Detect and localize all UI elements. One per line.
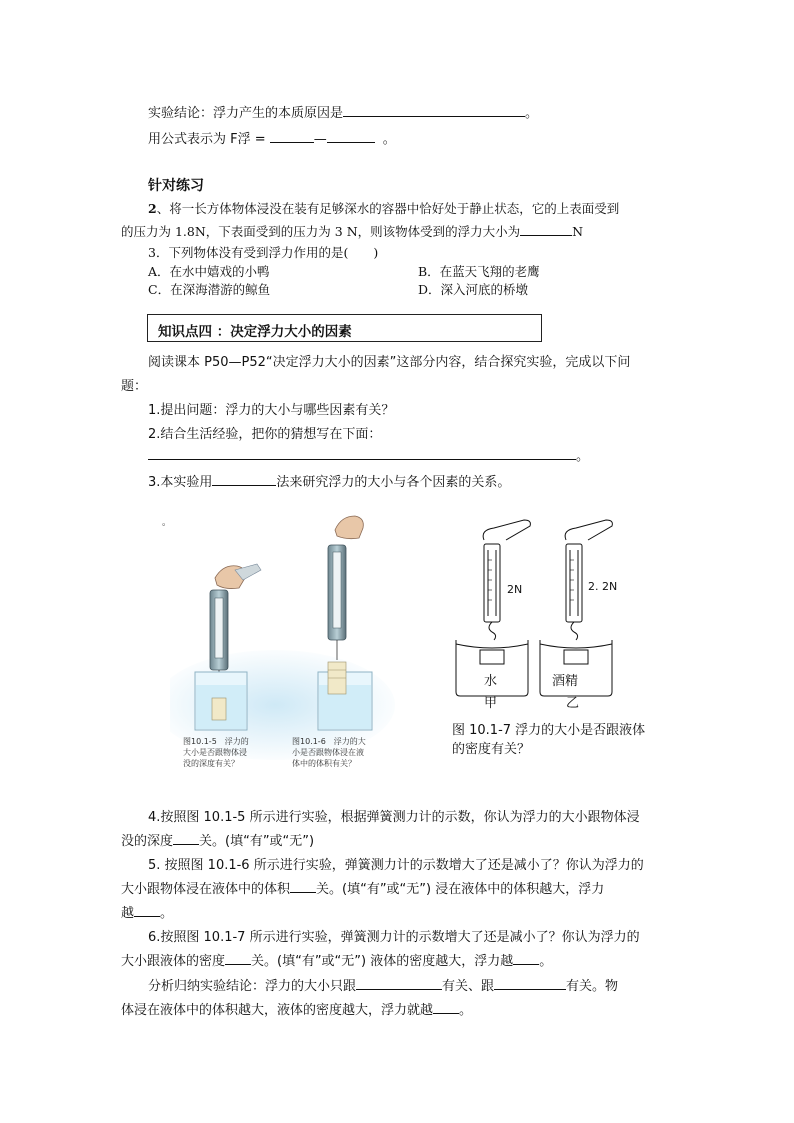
item2-blank[interactable]: [148, 446, 576, 460]
knowledge4-title-box: [147, 314, 542, 342]
q6-line1: 6.按照图 10.1-7 所示进行实验，弹簧测力计的示数增大了还是减小了？你认为浮力的: [148, 930, 640, 945]
label-b: 乙: [566, 696, 580, 711]
fig7-caption-1: 图 10.1-7 浮力的大小是否跟液体: [452, 723, 646, 738]
option-b[interactable]: B．在蓝天飞翔的老鹰: [418, 264, 540, 279]
intro-line2: 题：: [121, 379, 148, 394]
formula-text: 用公式表示为 F浮 =: [148, 132, 270, 147]
knowledge4-title: 知识点四 ：决定浮力大小的因素: [158, 324, 352, 340]
weight-block: [480, 650, 504, 664]
summary-line1: 分析归纳实验结论：浮力的大小只跟 有关、跟 有关。物: [148, 975, 618, 994]
summary-blank-2[interactable]: [494, 976, 566, 990]
hand-icon: [215, 564, 261, 589]
formula-line: 用公式表示为 F浮 = — 。: [148, 128, 396, 147]
label-a: 甲: [484, 696, 498, 711]
q5-blank-1[interactable]: [290, 879, 316, 893]
hand-icon: [565, 520, 612, 540]
hand-icon: [335, 516, 363, 539]
conclusion-text: 实验结论：浮力产生的本质原因是: [148, 106, 344, 121]
q6-blank-2[interactable]: [513, 951, 539, 965]
q2-line1: 2、将一长方体物体浸没在装有足够深水的容器中恰好处于静止状态，它的上表面受到: [148, 201, 620, 216]
hand-icon: [483, 520, 530, 540]
reading-b: 2. 2N: [588, 580, 618, 593]
q6-line2: 大小跟液体的密度 关。(填“有”或“无”) 液体的密度越大，浮力越 。: [121, 950, 552, 969]
summary-blank-1[interactable]: [356, 976, 442, 990]
formula-blank-2[interactable]: [327, 129, 375, 143]
q5-line3: 越 。: [121, 902, 173, 921]
q4-blank[interactable]: [173, 831, 199, 845]
reading-a: 2N: [507, 583, 523, 596]
q5-blank-2[interactable]: [134, 903, 160, 917]
q5-line2: 大小跟物体浸在液体中的体积 关。(填“有”或“无”) 浸在液体中的体积越大，浮力: [121, 878, 604, 897]
option-c[interactable]: C．在深海潜游的鲸鱼: [148, 282, 271, 297]
liquid-b: 酒精: [552, 674, 579, 689]
summary-blank-3[interactable]: [433, 1000, 459, 1014]
option-a[interactable]: A．在水中嬉戏的小鸭: [148, 264, 270, 279]
liquid-a: 水: [484, 674, 498, 689]
summary-line2: 体浸在液体中的体积越大，液体的密度越大，浮力就越 。: [121, 999, 472, 1018]
figure-10-1-7: [448, 510, 648, 710]
q5-line1: 5. 按照图 10.1-6 所示进行实验，弹簧测力计的示数增大了还是减小了？你认为浮力的: [148, 858, 644, 873]
formula-blank-1[interactable]: [270, 129, 314, 143]
practice-heading: 针对练习: [148, 178, 204, 194]
conclusion-blank[interactable]: [343, 103, 525, 117]
q6-blank-1[interactable]: [225, 951, 251, 965]
q4-line2: 没的深度 关。(填“有”或“无”): [121, 830, 314, 849]
intro-line1: 阅读课本 P50—P52“决定浮力大小的因素”这部分内容，结合探究实验，完成以下问: [148, 355, 631, 370]
q4-line1: 4.按照图 10.1-5 所示进行实验，根据弹簧测力计的示数，你认为浮力的大小跟物体浸: [148, 810, 640, 825]
item1: 1.提出问题：浮力的大小与哪些因素有关？: [148, 403, 395, 418]
item2: 2.结合生活经验，把你的猜想写在下面：: [148, 427, 382, 442]
q2-line2: 的压力为 1.8N，下表面受到的压力为 3 N，则该物体受到的浮力大小为 N: [121, 224, 584, 239]
fig6-caption: 图10.1-6 浮力的大 小是否跟物体浸在液 体中的体积有关？: [292, 737, 366, 768]
item3-blank[interactable]: [212, 472, 276, 486]
fig5-caption: 图10.1-5 浮力的 大小是否跟物体浸 没的深度有关？: [183, 737, 249, 768]
weight-block: [564, 650, 588, 664]
item3: 3.本实验用 法来研究浮力的大小与各个因素的关系。: [148, 471, 510, 490]
object-left: [212, 698, 226, 720]
conclusion-line: 实验结论：浮力产生的本质原因是 。: [148, 102, 538, 121]
fig7-caption-2: 的密度有关？: [452, 742, 531, 757]
q2-blank[interactable]: [520, 222, 572, 236]
option-d[interactable]: D．深入河底的桥墩: [418, 282, 529, 297]
q3-stem: 3．下列物体没有受到浮力作用的是( ): [148, 245, 379, 260]
item2-answer-line: 。: [148, 445, 589, 464]
